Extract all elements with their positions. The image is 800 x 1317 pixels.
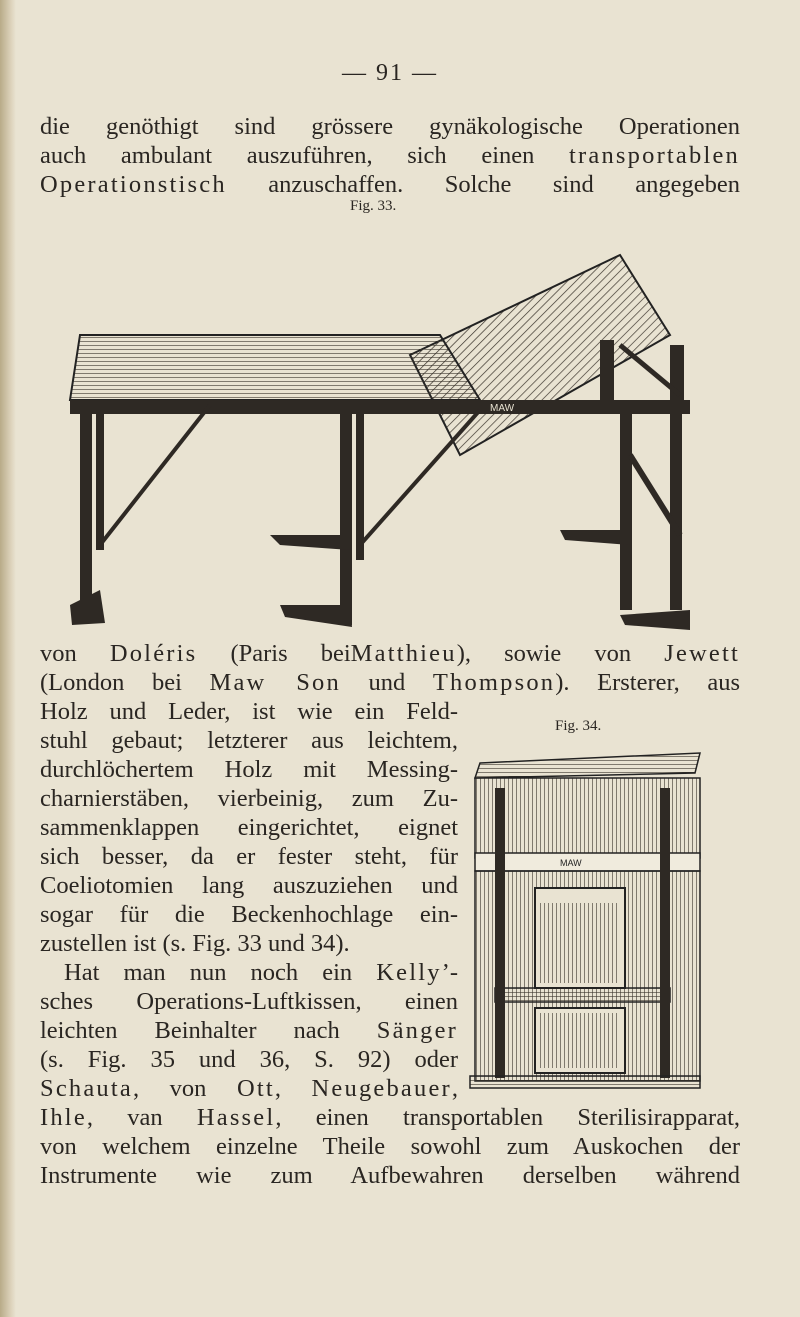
figure-33-caption: Fig. 33. [350, 198, 397, 214]
text-line [40, 1075, 458, 1103]
figure-34-caption: Fig. 34. [555, 718, 602, 734]
text-span: und [368, 669, 406, 696]
text-span: (Paris bei [230, 640, 351, 667]
text-line: charnierstäben, vierbeinig, zum Zu- [40, 785, 458, 812]
figure-33-table-illustration [60, 245, 710, 637]
text-line: sches Operations-Luftkissen, einen [40, 988, 458, 1015]
maker-mark: MAW [490, 403, 515, 414]
spaced-name: Matthieu [350, 640, 457, 667]
maker-mark: MAW [560, 858, 582, 868]
text-span: (London bei [40, 669, 182, 696]
text-line [40, 1104, 740, 1132]
text-line: sammenklappen eingerichtet, eignet [40, 814, 458, 841]
text-span: auch ambulant auszuführen, sich einen [40, 142, 535, 169]
text-line: (s. Fig. 35 und 36, S. 92) oder [40, 1046, 458, 1073]
figure-34-table-illustration [460, 748, 710, 1093]
text-span: , [451, 1075, 459, 1102]
spaced-name: Hassel [196, 1104, 276, 1131]
spaced-name: Ott [236, 1075, 275, 1102]
spaced-name: Ihle [40, 1104, 87, 1131]
spaced-name: Jewett [664, 640, 740, 667]
spaced-name: Maw Son [209, 669, 341, 696]
text-span: ), sowie von [456, 640, 632, 667]
text-line [40, 171, 740, 199]
text-span: ’- [441, 959, 458, 986]
text-span: , [274, 1075, 281, 1102]
text-span: , von [132, 1075, 207, 1102]
spaced-name: Schauta [40, 1075, 133, 1102]
page-binding-edge [0, 0, 16, 1317]
text-span: , einen transportablen Sterilisirapparat, [275, 1104, 741, 1131]
page-number: — 91 — [342, 60, 438, 86]
text-span: Hat man nun noch ein [64, 959, 353, 986]
text-span: von [40, 640, 77, 667]
text-line [40, 959, 458, 987]
text-line [40, 142, 740, 170]
text-line: sogar für die Beckenhochlage ein- [40, 901, 458, 928]
text-line: Coeliotomien lang auszuziehen und [40, 872, 458, 899]
text-span: anzuschaffen. Solche sind angegeben [268, 171, 740, 198]
spaced-name: Neugebauer [311, 1075, 452, 1102]
spaced-name: Kelly [376, 959, 442, 986]
text-line: Instrumente wie zum Aufbewahren derselben während [40, 1162, 740, 1189]
spaced-name: Thompson [432, 669, 556, 696]
text-line: sich besser, da er fester steht, für [40, 843, 458, 870]
text-line: stuhl gebaut; letzterer aus leichtem, [40, 727, 458, 754]
text-line [40, 1017, 458, 1045]
text-span: leichten Beinhalter nach [40, 1017, 340, 1044]
spaced-name: Doléris [109, 640, 198, 667]
text-line: zustellen ist (s. Fig. 33 und 34). [40, 930, 350, 957]
text-line: Holz und Leder, ist wie ein Feld- [40, 698, 458, 725]
spaced-word: Operationstisch [40, 171, 227, 198]
text-span: , van [86, 1104, 163, 1131]
text-line: durchlöchertem Holz mit Messing- [40, 756, 458, 783]
text-span: ). Ersterer, aus [555, 669, 741, 696]
text-line: von welchem einzelne Theile sowohl zum Auskochen der [40, 1133, 740, 1160]
text-line [40, 669, 740, 697]
text-line: die genöthigt sind grössere gynäkologische Operationen [40, 113, 740, 140]
spaced-word: transportablen [569, 142, 740, 169]
spaced-name: Sänger [376, 1017, 459, 1044]
text-line [40, 640, 740, 668]
